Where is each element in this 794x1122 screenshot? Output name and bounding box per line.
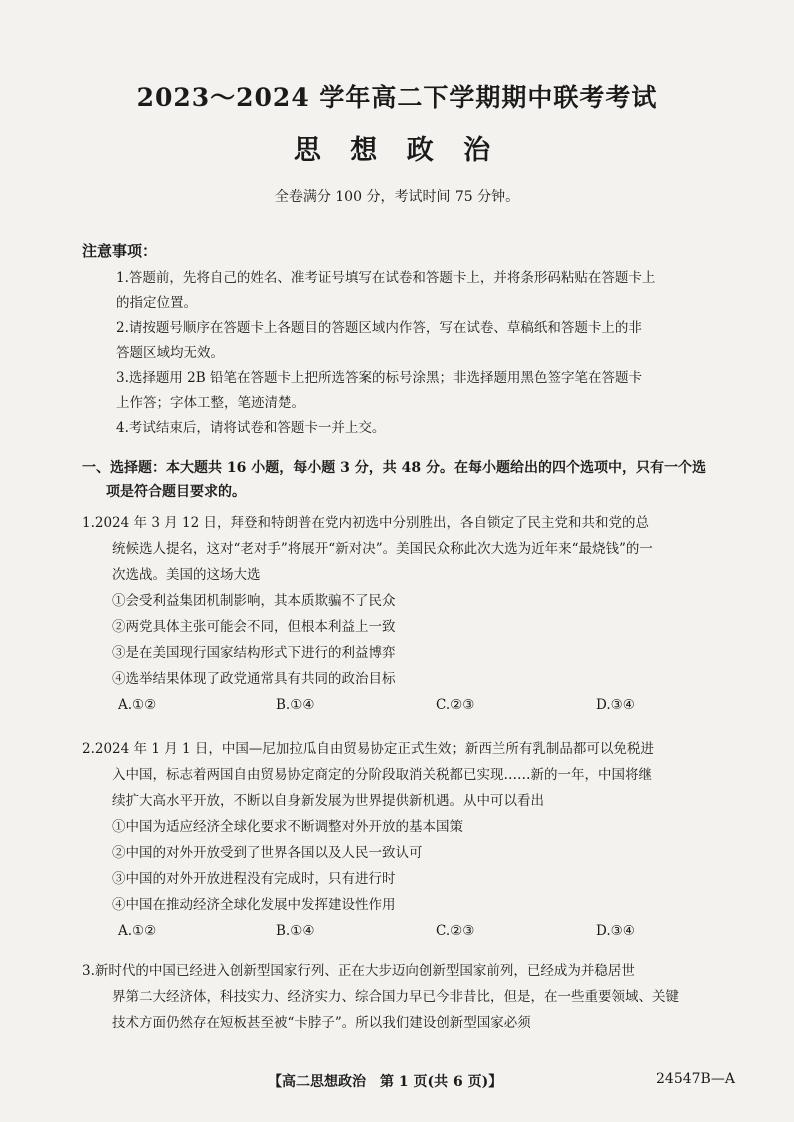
section-heading xyxy=(82,456,742,504)
question-1 xyxy=(82,510,750,718)
question-statement: ②中国的对外开放受到了世界各国以及人民一致认可 xyxy=(112,845,423,861)
question-stem: 统候选人提名，这对“老对手”将展开“新对决”。美国民众称此次大选为近年来“最烧钱”的一 xyxy=(112,541,653,557)
question-statement: ④中国在推动经济全球化发展中发挥建设性作用 xyxy=(112,897,396,913)
question-statement: ④选举结果体现了政党通常具有共同的政治目标 xyxy=(112,671,396,687)
option-d: D.③④ xyxy=(596,923,635,939)
question-statement: ②两党具体主张可能会不同，但根本利益上一致 xyxy=(112,619,396,635)
option-row xyxy=(82,918,750,944)
notice-list xyxy=(116,266,736,441)
notice-line: 4.考试结束后，请将试卷和答题卡一并上交。 xyxy=(116,420,386,436)
notice-line: 上作答；字体工整，笔迹清楚。 xyxy=(116,395,305,411)
question-statement: ①中国为适应经济全球化要求不断调整对外开放的基本国策 xyxy=(112,819,463,835)
footer-page-info: 【高二思想政治 第 1 页(共 6 页)】 xyxy=(268,1074,503,1090)
notice-line: 1.答题前，先将自己的姓名、准考证号填写在试卷和答题卡上，并将条形码粘贴在答题卡上 xyxy=(116,270,656,286)
notice-heading: 注意事项： xyxy=(82,242,158,260)
question-3 xyxy=(82,958,750,1036)
subject-title: 思 想 政 治 xyxy=(293,135,501,166)
option-a: A.①② xyxy=(118,923,157,939)
score-info: 全卷满分 100 分，考试时间 75 分钟。 xyxy=(274,189,520,205)
question-stem: 入中国，标志着两国自由贸易协定商定的分阶段取消关税都已实现……新的一年，中国将继 xyxy=(112,767,652,783)
option-b: B.①④ xyxy=(276,923,315,939)
option-d: D.③④ xyxy=(596,697,635,713)
question-stem: 1.2024 年 3 月 12 日，拜登和特朗普在党内初选中分别胜出，各自锁定了民主党和共和党的总 xyxy=(82,515,649,531)
notice-line: 3.选择题用 2B 铅笔在答题卡上把所选答案的标号涂黑；非选择题用黑色签字笔在答题卡 xyxy=(116,370,642,386)
question-stem: 续扩大高水平开放，不断以自身新发展为世界提供新机遇。从中可以看出 xyxy=(112,793,544,809)
option-a: A.①② xyxy=(118,697,157,713)
section-line: 项是符合题目要求的。 xyxy=(106,484,246,500)
notice-line: 答题区域均无效。 xyxy=(116,345,224,361)
option-c: C.②③ xyxy=(436,923,475,939)
question-stem: 3.新时代的中国已经进入创新型国家行列、正在大步迈向创新型国家前列，已经成为并稳居世 xyxy=(82,963,635,979)
footer-code: 24547B—A xyxy=(656,1071,735,1087)
question-statement: ①会受利益集团机制影响，其本质欺骗不了民众 xyxy=(112,593,396,609)
question-statement: ③中国的对外开放进程没有完成时，只有进行时 xyxy=(112,871,396,887)
notice-line: 的指定位置。 xyxy=(116,295,197,311)
option-b: B.①④ xyxy=(276,697,315,713)
notice-line: 2.请按题号顺序在答题卡上各题目的答题区域内作答，写在试卷、草稿纸和答题卡上的非 xyxy=(116,320,642,336)
question-stem: 次选战。美国的这场大选 xyxy=(112,567,261,583)
exam-title: 2023～2024 学年高二下学期期中联考考试 xyxy=(136,83,658,112)
question-stem: 2.2024 年 1 月 1 日，中国—尼加拉瓜自由贸易协定正式生效；新西兰所有乳制品都可以免税进 xyxy=(82,741,654,757)
question-2 xyxy=(82,736,750,944)
option-row xyxy=(82,692,750,718)
question-statement: ③是在美国现行国家结构形式下进行的利益博弈 xyxy=(112,645,396,661)
question-stem: 界第二大经济体，科技实力、经济实力、综合国力早已今非昔比，但是，在一些重要领域、关键 xyxy=(112,989,679,1005)
section-line: 一、选择题：本大题共 16 小题，每小题 3 分，共 48 分。在每小题给出的四个选项中，只有一个选 xyxy=(82,460,706,476)
option-c: C.②③ xyxy=(436,697,475,713)
question-stem: 技术方面仍然存在短板甚至被“卡脖子”。所以我们建设创新型国家必须 xyxy=(112,1015,531,1031)
